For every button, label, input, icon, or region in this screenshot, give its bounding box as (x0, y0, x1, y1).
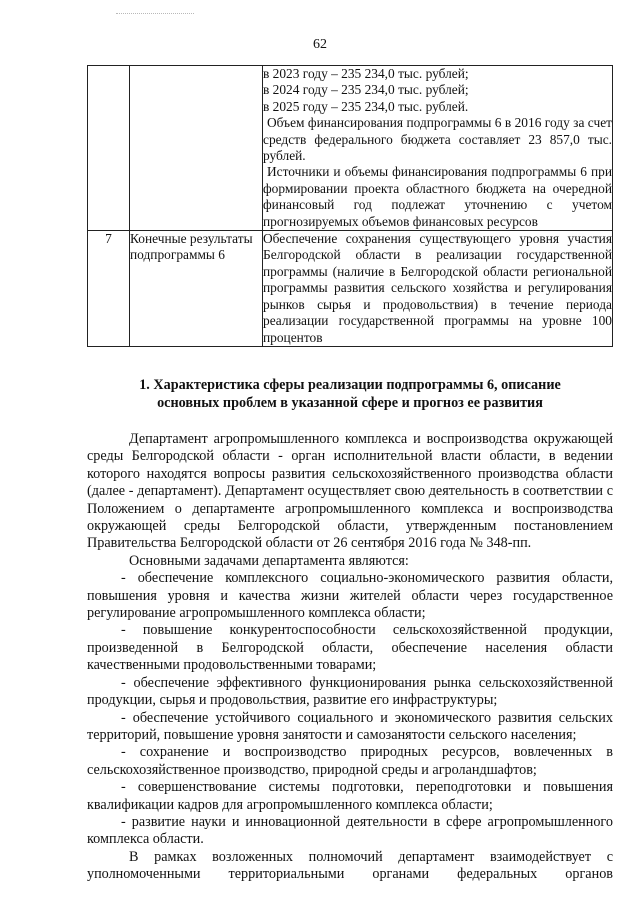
subprogram-passport-table (87, 65, 613, 347)
list-item-task-6: - совершенствование системы подготовки, переподготовки и повышения квалификации кадров для агропромышленного комплекса области; (87, 779, 613, 813)
list-item-task-7: - развитие науки и инновационной деятельности в сфере агропромышленного комплекса области. (87, 813, 613, 848)
funding-year-2024: в 2024 году – 235 234,0 тыс. рублей; (263, 82, 469, 98)
scan-artifact-line (116, 13, 194, 14)
table-row-7 (88, 231, 613, 347)
row-label-cell-empty (130, 66, 263, 231)
row-number-cell-empty (88, 66, 130, 231)
funding-year-2023: в 2023 году – 235 234,0 тыс. рублей; (263, 66, 469, 81)
list-item-task-3: - обеспечение эффективного функционирования рынка сельскохозяйственной продукции, сырья и продовольствия, развитие его инфраструктуры; (87, 674, 613, 709)
section-heading-line-1: 1. Характеристика сферы реализации подпрограммы 6, описание (139, 377, 561, 393)
paragraph-tasks-intro: Основными задачами департамента являются: (129, 552, 409, 569)
table-row-funding-continued (88, 66, 613, 231)
page-number: 62 (313, 37, 327, 52)
section-heading-line-2: основных проблем в указанной сфере и прогноз ее развития (157, 395, 543, 411)
list-item-task-1: - обеспечение комплексного социально-экономического развития области, повышения уровня и качества жизни жителей области через государственное регулирование агропромышленного комплекса области; (87, 570, 613, 622)
list-item-task-2: - повышение конкурентоспособности сельскохозяйственной продукции, произведенной в Белгородской области, обеспечение населения области качественными продовольственными товарами; (87, 622, 613, 674)
row-number-7: 7 (88, 231, 130, 347)
paragraph-department-description: Департамент агропромышленного комплекса и воспроизводства окружающей среды Белгородской области - орган исполнительной власти области, в ведении которого находятся вопросы развития сельскохозяйственного производства области (далее - департамент). Департамент осуществляет свою деятельность в соответствии с Положением о департаменте агропромышленного комплекса и воспроизводства окружающей среды Белгородской области, утвержденным постановлением Правительства Белгородской области от 26 сентября 2016 года № 348-пп. (87, 431, 613, 552)
funding-year-2025: в 2025 году – 235 234,0 тыс. рублей. (263, 98, 469, 114)
funding-content-cell (263, 66, 613, 231)
paragraph-interaction: В рамках возложенных полномочий департамент взаимодействует с уполномоченными территориальными органами федеральных органов (87, 848, 613, 883)
section-body (87, 431, 613, 884)
list-item-task-4: - обеспечение устойчивого социального и экономического развития сельских территорий, повышение уровня занятости и самозанятости сельского населения; (87, 709, 613, 743)
list-item-task-5: - сохранение и воспроизводство природных ресурсов, вовлеченных в сельскохозяйственное производство, природной среды и агроландшафтов; (87, 744, 613, 778)
funding-sources-note: Источники и объемы финансирования подпрограммы 6 при формировании проекта областного бюджета на очередной финансовый год подлежат уточнению с учетом прогнозируемых объемов финансовых ресурсов (263, 164, 612, 229)
row-label-final-results: Конечные результаты подпрограммы 6 (130, 231, 263, 347)
section-heading (87, 376, 613, 412)
federal-funding-text: Объем финансирования подпрограммы 6 в 2016 году за счет средств федерального бюджета составляет 23 857,0 тыс. рублей. (263, 115, 612, 164)
final-results-content: Обеспечение сохранения существующего уровня участия Белгородской области в реализации государственной программы (наличие в Белгородской области региональной программы развития сельского хозяйства и регулирования рынков сырья и продовольствия) в течение периода реализации государственной программы на уровне 100 процентов (263, 231, 612, 345)
